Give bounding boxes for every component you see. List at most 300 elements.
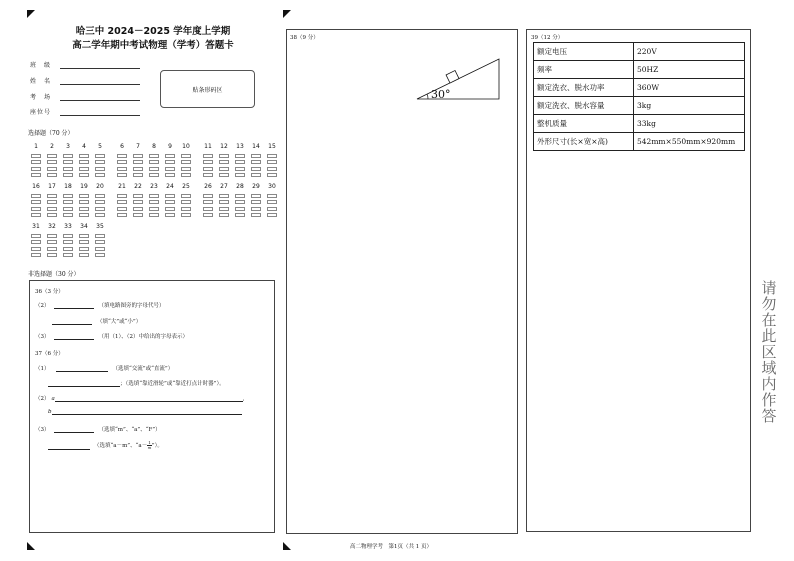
answer-blank[interactable]: [56, 366, 108, 372]
question-column: [202, 183, 214, 217]
answer-bubble[interactable]: [251, 167, 261, 171]
answer-bubble[interactable]: [47, 247, 57, 251]
answer-bubble[interactable]: [79, 160, 89, 164]
question-number: 11: [204, 143, 212, 150]
answer-blank[interactable]: [52, 319, 92, 325]
question-number: 27: [220, 183, 228, 190]
answer-bubble[interactable]: [203, 173, 213, 177]
answer-bubble[interactable]: [63, 234, 73, 238]
question-number: 6: [120, 143, 124, 150]
answer-bubble[interactable]: [79, 154, 89, 158]
answer-blank[interactable]: [54, 427, 94, 433]
spec-key: 外形尺寸(长×宽×高): [534, 133, 634, 151]
answer-bubble[interactable]: [31, 247, 41, 251]
question-column: [180, 143, 192, 177]
answer-blank[interactable]: [54, 334, 94, 340]
answer-bubble[interactable]: [31, 194, 41, 198]
answer-bubble[interactable]: [181, 173, 191, 177]
spec-value: 33kg: [634, 115, 745, 133]
answer-bubble[interactable]: [133, 173, 143, 177]
q36-line-2: [52, 317, 141, 325]
field-label: 考 场: [30, 94, 52, 101]
exam-room-field[interactable]: [30, 92, 140, 101]
question-column: [46, 223, 58, 257]
question-number: 20: [96, 183, 104, 190]
answer-blank[interactable]: [48, 381, 120, 387]
question-group: [202, 183, 278, 217]
answer-bubble[interactable]: [47, 167, 57, 171]
answer-bubble[interactable]: [219, 167, 229, 171]
answer-bubble[interactable]: [79, 200, 89, 204]
answer-bubble[interactable]: [117, 173, 127, 177]
answer-bubble[interactable]: [117, 207, 127, 211]
spec-value: 220V: [634, 43, 745, 61]
corner-mark: [27, 542, 35, 550]
answer-bubble[interactable]: [63, 160, 73, 164]
question-column: [62, 143, 74, 177]
question-column: [250, 143, 262, 177]
table-row: [534, 115, 745, 133]
answer-panel-38[interactable]: [286, 29, 518, 534]
answer-bubble[interactable]: [181, 160, 191, 164]
answer-bubble[interactable]: [165, 154, 175, 158]
answer-bubble[interactable]: [219, 154, 229, 158]
question-number: 24: [166, 183, 174, 190]
field-line[interactable]: [60, 109, 140, 116]
school-line: 哈三中 2024－2025 学年度上学期: [75, 26, 231, 37]
answer-bubble[interactable]: [267, 194, 277, 198]
answer-bubble[interactable]: [267, 213, 277, 217]
barcode-label: 贴条形码区: [192, 86, 223, 94]
spec-key: 频率: [534, 61, 634, 79]
question-number: 10: [182, 143, 190, 150]
answer-bubble[interactable]: [165, 160, 175, 164]
answer-bubble[interactable]: [63, 167, 73, 171]
question-number: 35: [96, 223, 104, 230]
answer-bubble[interactable]: [31, 200, 41, 204]
question-column: [30, 183, 42, 217]
question-number: 9: [168, 143, 172, 150]
answer-bubble[interactable]: [63, 253, 73, 257]
answer-bubble[interactable]: [95, 200, 105, 204]
fraction-denominator: m: [147, 445, 152, 450]
question-column: [94, 183, 106, 217]
answer-bubble[interactable]: [267, 200, 277, 204]
answer-blank[interactable]: [54, 303, 94, 309]
answer-bubble[interactable]: [235, 207, 245, 211]
question-column: [180, 183, 192, 217]
q39-title: 39（12 分）: [531, 35, 564, 41]
answer-bubble[interactable]: [267, 154, 277, 158]
corner-mark: [27, 10, 35, 18]
answer-bubble[interactable]: [251, 173, 261, 177]
spec-table: [533, 42, 745, 151]
answer-bubble[interactable]: [181, 213, 191, 217]
seat-number-field[interactable]: [30, 107, 140, 116]
answer-bubble[interactable]: [31, 207, 41, 211]
q37-line-1: [35, 364, 173, 372]
answer-bubble[interactable]: [149, 200, 159, 204]
question-number: 23: [150, 183, 158, 190]
spec-value: 50HZ: [634, 61, 745, 79]
answer-bubble[interactable]: [95, 154, 105, 158]
question-number: 13: [236, 143, 244, 150]
spec-key: 额定洗衣、脱水功率: [534, 79, 634, 97]
answer-bubble[interactable]: [133, 160, 143, 164]
q37-part-num: （3）: [35, 427, 50, 433]
answer-bubble[interactable]: [149, 167, 159, 171]
answer-bubble[interactable]: [133, 207, 143, 211]
answer-bubble[interactable]: [31, 240, 41, 244]
question-number: 14: [252, 143, 260, 150]
question-column: [94, 223, 106, 257]
answer-bubble[interactable]: [47, 253, 57, 257]
answer-bubble[interactable]: [149, 154, 159, 158]
question-column: [218, 183, 230, 217]
spec-value: 542mm×550mm×920mm: [634, 133, 745, 151]
q37-hint: （选填“a－m”、“a－: [94, 443, 148, 449]
q36-title: 36（3 分）: [35, 289, 64, 295]
answer-bubble[interactable]: [219, 213, 229, 217]
answer-bubble[interactable]: [79, 173, 89, 177]
answer-bubble[interactable]: [235, 200, 245, 204]
question-number: 18: [64, 183, 72, 190]
question-number: 15: [268, 143, 276, 150]
answer-bubble[interactable]: [165, 207, 175, 211]
answer-blank[interactable]: [55, 396, 243, 402]
answer-bubble[interactable]: [267, 207, 277, 211]
answer-bubble[interactable]: [47, 194, 57, 198]
table-row: [534, 97, 745, 115]
answer-bubble[interactable]: [165, 167, 175, 171]
answer-bubble[interactable]: [235, 160, 245, 164]
answer-bubble[interactable]: [251, 200, 261, 204]
field-label: 姓 名: [30, 78, 52, 85]
answer-bubble[interactable]: [203, 194, 213, 198]
answer-bubble[interactable]: [95, 234, 105, 238]
answer-bubble[interactable]: [47, 160, 57, 164]
answer-bubble[interactable]: [149, 194, 159, 198]
answer-bubble[interactable]: [149, 173, 159, 177]
spec-value: 360W: [634, 79, 745, 97]
answer-bubble[interactable]: [133, 194, 143, 198]
field-line[interactable]: [60, 94, 140, 101]
q36-hint: （填电路图旁的字母代号）: [98, 303, 165, 309]
answer-bubble[interactable]: [165, 173, 175, 177]
question-number: 22: [134, 183, 142, 190]
answer-bubble[interactable]: [267, 173, 277, 177]
answer-bubble[interactable]: [267, 160, 277, 164]
q37-hint-end: ”）。: [151, 443, 163, 449]
answer-bubble[interactable]: [79, 213, 89, 217]
answer-bubble[interactable]: [63, 154, 73, 158]
answer-bubble[interactable]: [117, 200, 127, 204]
answer-bubble[interactable]: [149, 160, 159, 164]
answer-bubble[interactable]: [79, 234, 89, 238]
barcode-area: [160, 70, 255, 108]
answer-bubble[interactable]: [203, 213, 213, 217]
answer-bubble[interactable]: [165, 200, 175, 204]
answer-bubble[interactable]: [149, 207, 159, 211]
answer-bubble[interactable]: [47, 173, 57, 177]
q37-hint: ；（选填“靠近滑轮”或“靠近打点计时器”）。: [120, 381, 225, 387]
answer-bubble[interactable]: [95, 213, 105, 217]
question-number: 34: [80, 223, 88, 230]
question-column: [78, 183, 90, 217]
answer-bubble[interactable]: [79, 207, 89, 211]
q37-var: a: [51, 396, 55, 402]
choice-section-title: 选择题（70 分）: [28, 130, 74, 137]
question-number: 29: [252, 183, 260, 190]
answer-bubble[interactable]: [149, 213, 159, 217]
answer-bubble[interactable]: [181, 194, 191, 198]
answer-bubble[interactable]: [31, 173, 41, 177]
answer-bubble[interactable]: [219, 207, 229, 211]
field-line[interactable]: [60, 62, 140, 69]
answer-bubble[interactable]: [117, 194, 127, 198]
spec-value: 3kg: [634, 97, 745, 115]
answer-bubble[interactable]: [31, 154, 41, 158]
table-row: [534, 43, 745, 61]
answer-bubble[interactable]: [235, 167, 245, 171]
question-column: [250, 183, 262, 217]
question-number: 5: [98, 143, 102, 150]
question-number: 8: [152, 143, 156, 150]
q37-line-4: [48, 409, 242, 415]
question-column: [46, 183, 58, 217]
spec-key: 额定洗衣、脱水容量: [534, 97, 634, 115]
question-number: 28: [236, 183, 244, 190]
non-choice-section-title: 非选择题（30 分）: [28, 271, 80, 278]
answer-bubble[interactable]: [251, 207, 261, 211]
question-group: [202, 143, 278, 177]
answer-bubble[interactable]: [95, 207, 105, 211]
answer-bubble[interactable]: [117, 213, 127, 217]
q36-line-1: [35, 301, 165, 309]
question-column: [202, 143, 214, 177]
answer-bubble[interactable]: [31, 253, 41, 257]
q37-line-3: [35, 394, 245, 402]
answer-bubble[interactable]: [63, 200, 73, 204]
field-label: 班 级: [30, 62, 52, 69]
question-column: [266, 183, 278, 217]
answer-bubble[interactable]: [79, 247, 89, 251]
question-number: 21: [118, 183, 126, 190]
question-group: [30, 223, 106, 257]
q36-hint: （填“大”或“小”）: [97, 319, 142, 325]
q38-title: 38（9 分）: [290, 35, 319, 41]
answer-bubble[interactable]: [79, 194, 89, 198]
q37-hint: （选填“m”、“a”、“F”）: [98, 427, 161, 433]
answer-bubble[interactable]: [79, 240, 89, 244]
question-column: [164, 143, 176, 177]
answer-bubble[interactable]: [219, 194, 229, 198]
answer-bubble[interactable]: [47, 240, 57, 244]
q36-hint: （用（1）、（2）中给出的字母表示）: [98, 334, 188, 340]
corner-mark: [283, 10, 291, 18]
question-number: 30: [268, 183, 276, 190]
answer-bubble[interactable]: [267, 167, 277, 171]
answer-bubble[interactable]: [47, 234, 57, 238]
answer-bubble[interactable]: [31, 234, 41, 238]
answer-bubble[interactable]: [95, 173, 105, 177]
answer-bubble[interactable]: [117, 167, 127, 171]
q37-line-5: [35, 425, 161, 433]
q37-hint: （选填“交流”或“直流”）: [112, 366, 174, 372]
q37-var: b: [48, 409, 52, 415]
question-column: [116, 183, 128, 217]
answer-bubble[interactable]: [31, 167, 41, 171]
question-number: 33: [64, 223, 72, 230]
question-group: [116, 183, 192, 217]
question-column: [164, 183, 176, 217]
name-field[interactable]: [30, 76, 140, 85]
answer-bubble[interactable]: [251, 160, 261, 164]
question-column: [266, 143, 278, 177]
answer-bubble[interactable]: [63, 173, 73, 177]
question-number: 32: [48, 223, 56, 230]
answer-bubble[interactable]: [63, 213, 73, 217]
question-column: [30, 143, 42, 177]
answer-bubble[interactable]: [181, 154, 191, 158]
q37-line-2: [48, 379, 225, 387]
question-column: [234, 183, 246, 217]
field-label: 座位号: [30, 109, 52, 116]
answer-bubble[interactable]: [95, 253, 105, 257]
spec-key: 额定电压: [534, 43, 634, 61]
question-number: 3: [66, 143, 70, 150]
question-number: 12: [220, 143, 228, 150]
answer-bubble[interactable]: [47, 154, 57, 158]
answer-bubble[interactable]: [79, 167, 89, 171]
answer-bubble[interactable]: [95, 194, 105, 198]
class-field[interactable]: [30, 60, 140, 69]
page-footer: 高二物理学考 第1页（共 1 页）: [350, 544, 432, 550]
answer-bubble[interactable]: [181, 167, 191, 171]
answer-bubble[interactable]: [219, 173, 229, 177]
q37-line-6: [48, 441, 163, 450]
answer-bubble[interactable]: [95, 167, 105, 171]
answer-bubble[interactable]: [31, 213, 41, 217]
answer-bubble[interactable]: [235, 213, 245, 217]
question-column: [62, 183, 74, 217]
answer-bubble[interactable]: [47, 200, 57, 204]
answer-bubble[interactable]: [203, 154, 213, 158]
angle-label: 30°: [431, 88, 451, 101]
answer-bubble[interactable]: [251, 213, 261, 217]
answer-bubble[interactable]: [63, 207, 73, 211]
answer-bubble[interactable]: [95, 247, 105, 251]
answer-bubble[interactable]: [165, 213, 175, 217]
question-number: 4: [82, 143, 86, 150]
answer-bubble[interactable]: [165, 194, 175, 198]
question-column: [46, 143, 58, 177]
answer-bubble[interactable]: [63, 247, 73, 251]
answer-panel-36-37[interactable]: [29, 280, 275, 533]
answer-bubble[interactable]: [31, 160, 41, 164]
spec-key: 整机质量: [534, 115, 634, 133]
q36-part-num: （3）: [35, 334, 50, 340]
answer-bubble[interactable]: [181, 200, 191, 204]
question-column: [148, 143, 160, 177]
answer-bubble[interactable]: [95, 160, 105, 164]
fraction-numerator: 1: [148, 440, 151, 445]
question-column: [116, 143, 128, 177]
q37-part-num: （2）: [35, 396, 50, 402]
answer-bubble[interactable]: [63, 240, 73, 244]
question-column: [62, 223, 74, 257]
answer-bubble[interactable]: [203, 200, 213, 204]
answer-bubble[interactable]: [117, 154, 127, 158]
answer-bubble[interactable]: [203, 167, 213, 171]
q37-punct: ,: [242, 396, 245, 402]
incline-diagram: [414, 56, 502, 102]
question-group: [30, 183, 106, 217]
question-column: [148, 183, 160, 217]
question-number: 7: [136, 143, 140, 150]
question-number: 19: [80, 183, 88, 190]
page-title: 高二学年期中考试物理（学考）答题卡: [72, 40, 234, 51]
question-number: 25: [182, 183, 190, 190]
question-column: [218, 143, 230, 177]
answer-bubble[interactable]: [219, 200, 229, 204]
answer-bubble[interactable]: [79, 253, 89, 257]
question-column: [30, 223, 42, 257]
question-group: [116, 143, 192, 177]
answer-bubble[interactable]: [117, 160, 127, 164]
question-column: [78, 143, 90, 177]
answer-bubble[interactable]: [251, 194, 261, 198]
question-group: [30, 143, 106, 177]
answer-blank[interactable]: [48, 444, 90, 450]
answer-bubble[interactable]: [181, 207, 191, 211]
angle-arc: [427, 94, 428, 99]
answer-bubble[interactable]: [47, 213, 57, 217]
answer-bubble[interactable]: [133, 167, 143, 171]
q37-title: 37（6 分）: [35, 351, 64, 357]
answer-bubble[interactable]: [203, 160, 213, 164]
answer-bubble[interactable]: [133, 200, 143, 204]
question-number: 17: [48, 183, 56, 190]
answer-bubble[interactable]: [235, 173, 245, 177]
block: [446, 71, 459, 83]
question-number: 1: [34, 143, 38, 150]
field-line[interactable]: [60, 78, 140, 85]
answer-bubble[interactable]: [251, 154, 261, 158]
answer-bubble[interactable]: [235, 194, 245, 198]
question-column: [78, 223, 90, 257]
answer-bubble[interactable]: [95, 240, 105, 244]
q37-part-num: （1）: [35, 366, 50, 372]
question-number: 31: [32, 223, 40, 230]
answer-bubble[interactable]: [235, 154, 245, 158]
answer-bubble[interactable]: [133, 213, 143, 217]
answer-blank[interactable]: [52, 409, 242, 415]
answer-bubble[interactable]: [219, 160, 229, 164]
question-number: 16: [32, 183, 40, 190]
no-answer-zone-note: 请勿在此区域内作答: [761, 279, 777, 425]
table-row: [534, 133, 745, 151]
answer-bubble[interactable]: [63, 194, 73, 198]
question-number: 2: [50, 143, 54, 150]
question-column: [132, 143, 144, 177]
question-column: [132, 183, 144, 217]
question-number: 26: [204, 183, 212, 190]
answer-bubble[interactable]: [133, 154, 143, 158]
answer-bubble[interactable]: [203, 207, 213, 211]
answer-bubble[interactable]: [47, 207, 57, 211]
question-column: [234, 143, 246, 177]
